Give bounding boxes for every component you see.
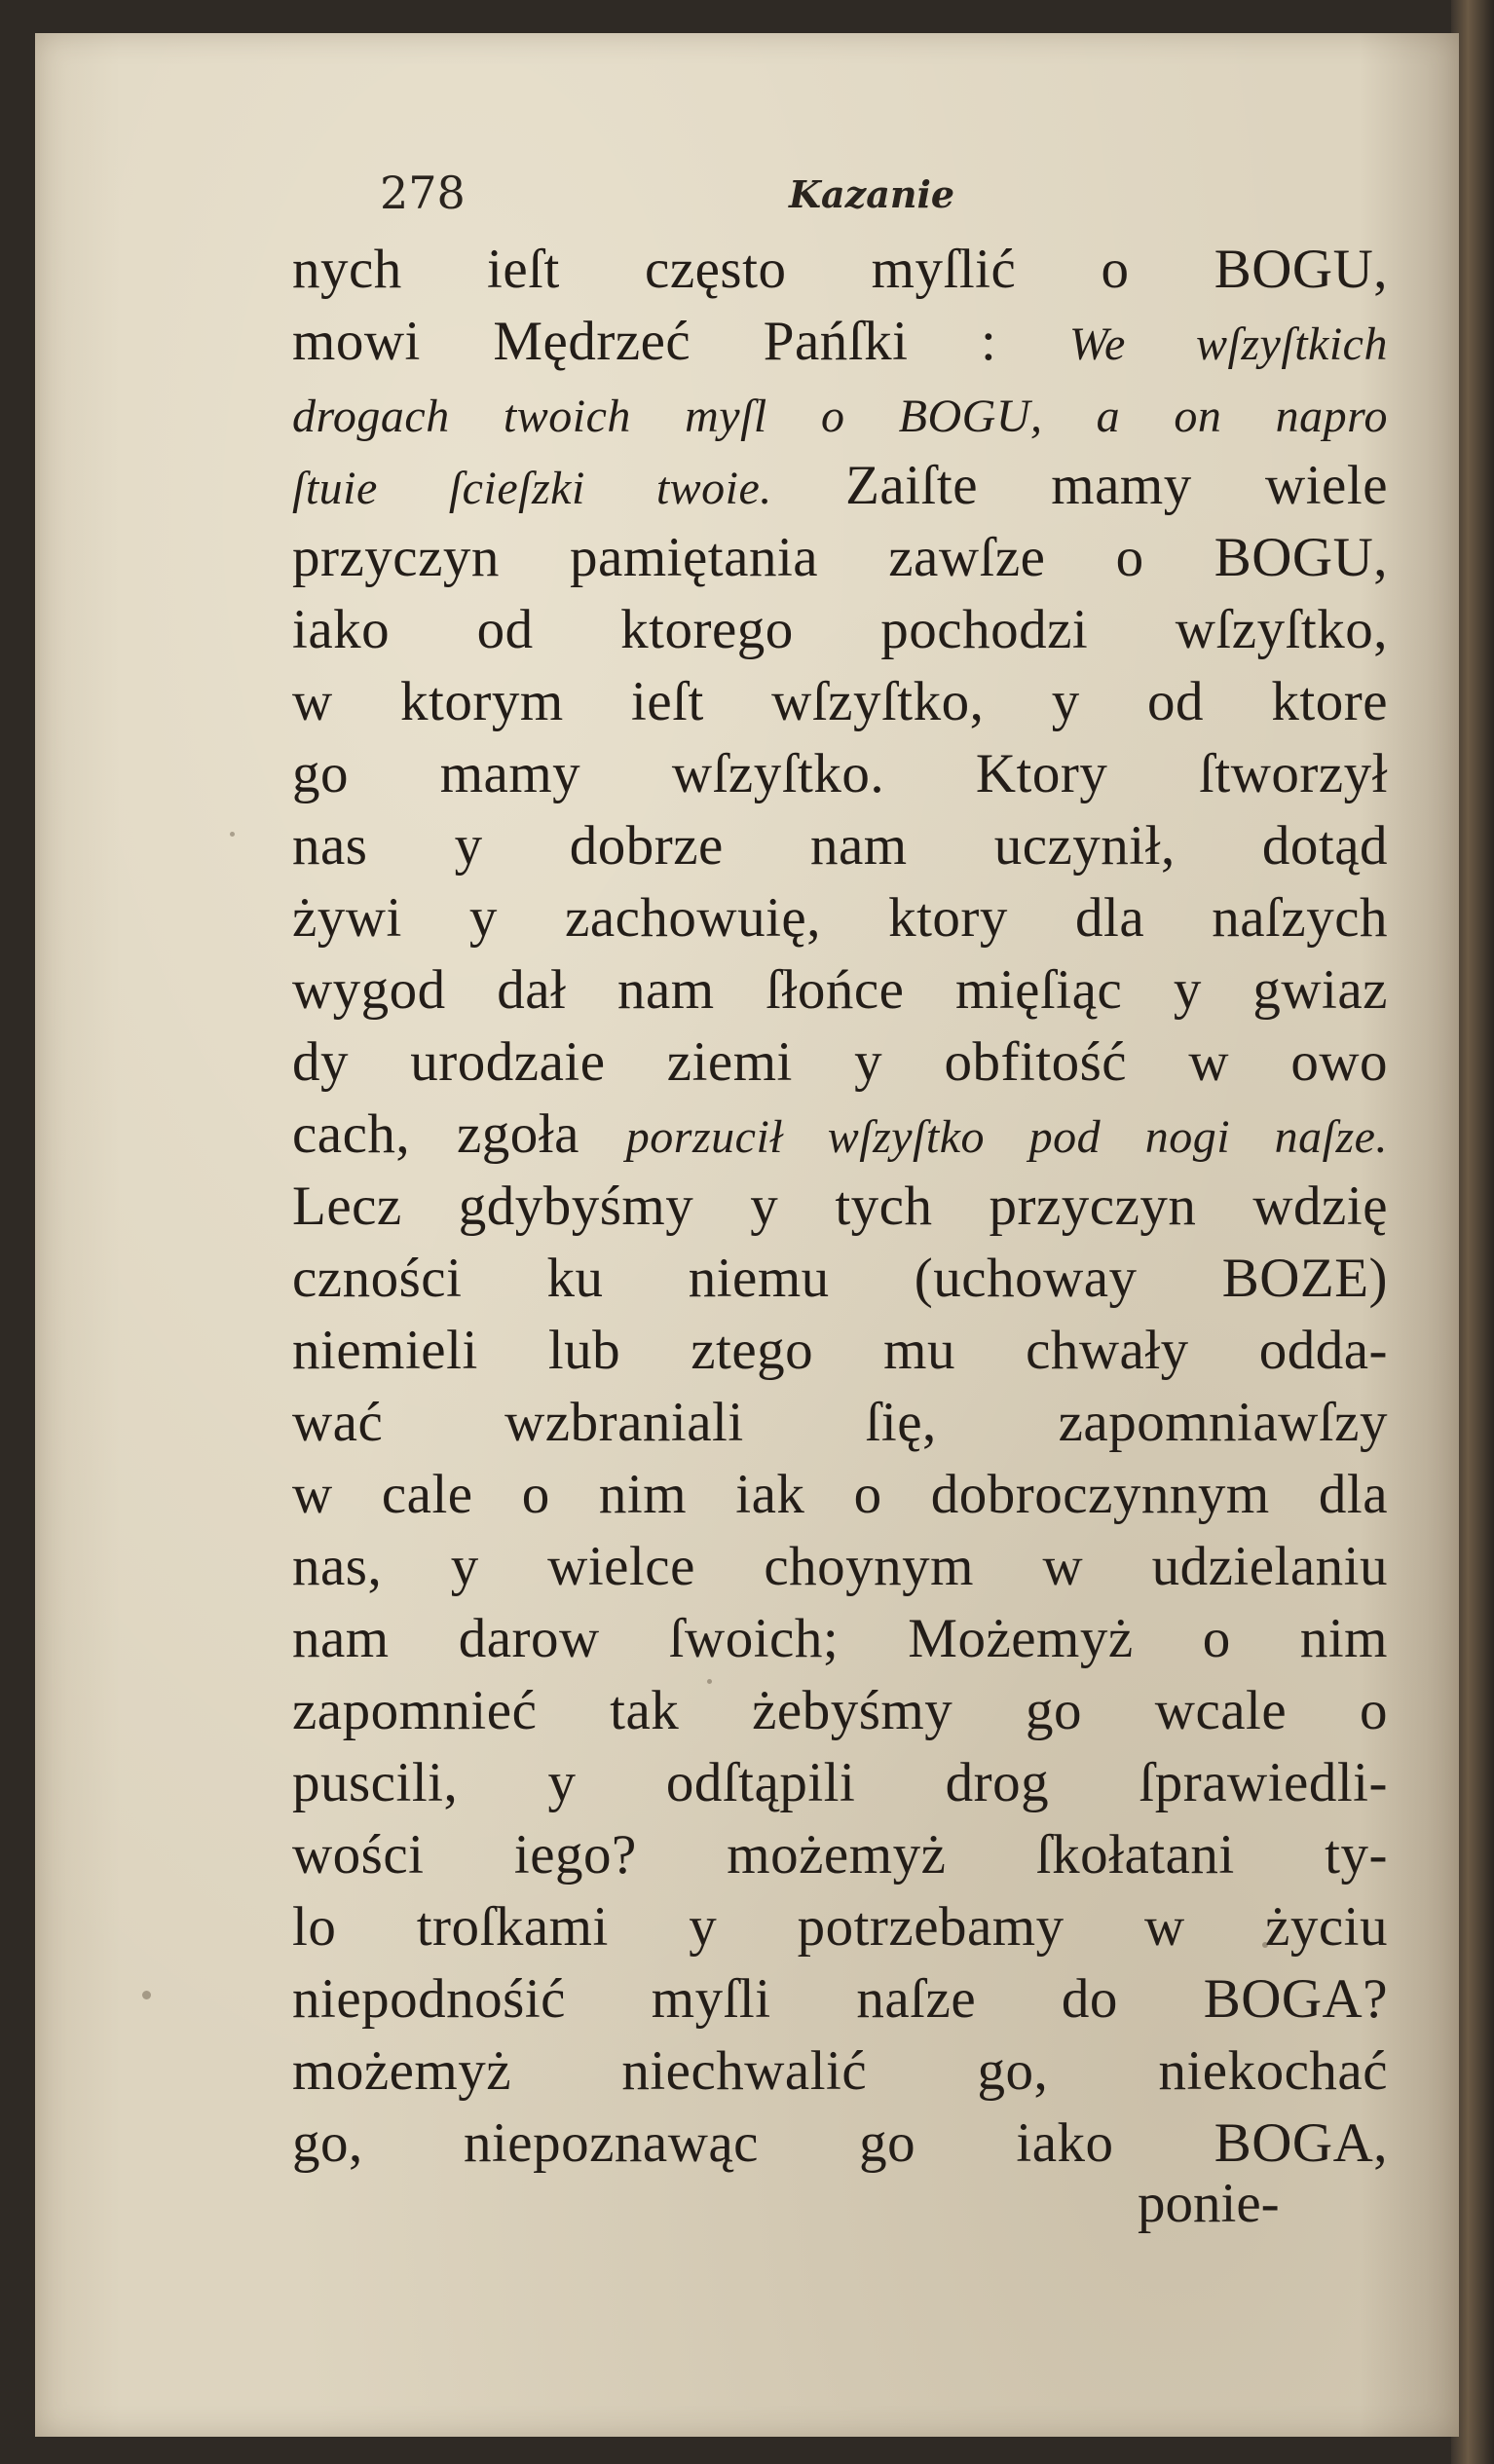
- text-line: [292, 738, 1388, 810]
- text-line: [292, 954, 1388, 1027]
- roman-text: nas, y wielce choynym w udzielaniu: [292, 1536, 1388, 1597]
- roman-text: puscili, y odſtąpili drog ſprawiedli-: [292, 1752, 1388, 1813]
- text-line: [292, 810, 1388, 882]
- italic-text: drogach twoich myſl o BOGU, a on napro: [292, 391, 1388, 442]
- roman-text: wygod dał nam ſłońce mięſiąc y gwiaz: [292, 959, 1388, 1021]
- roman-text: wać wzbraniali ſię, zapomniawſzy: [292, 1392, 1388, 1453]
- text-line: [292, 234, 1388, 306]
- italic-text: We wſzyſtkich: [1068, 318, 1388, 370]
- roman-text: niepodnośić myſli naſze do BOGA?: [292, 1968, 1388, 2030]
- running-head: [380, 166, 1383, 224]
- catchword: ponie-: [1138, 2173, 1280, 2234]
- roman-text: nas y dobrze nam uczynił, dotąd: [292, 815, 1388, 877]
- roman-text: dy urodzaie ziemi y obfitość w owo: [292, 1031, 1388, 1093]
- roman-text: czności ku niemu (uchoway BOZE): [292, 1248, 1388, 1309]
- text-line: [292, 1171, 1388, 1243]
- sermon-text-block: [292, 234, 1388, 2180]
- text-line: [292, 1459, 1388, 1531]
- text-line: [292, 1243, 1388, 1315]
- roman-text: go, niepoznawąc go iako BOGA,: [292, 2112, 1388, 2174]
- text-line: [292, 1819, 1388, 1891]
- roman-text: mowi Mędrzeć Pańſki :: [292, 311, 1069, 372]
- italic-text: porzucił wſzyſtko pod nogi naſze.: [625, 1111, 1388, 1163]
- roman-text: Lecz gdybyśmy y tych przyczyn wdzię: [292, 1176, 1388, 1237]
- text-line: [292, 522, 1388, 594]
- roman-text: zapomnieć tak żebyśmy go wcale o: [292, 1680, 1388, 1741]
- roman-text: w ktorym ieſt wſzyſtko, y od ktore: [292, 671, 1388, 732]
- text-line: [292, 1963, 1388, 2035]
- roman-text: żywi y zachowuię, ktory dla naſzych: [292, 887, 1388, 949]
- roman-text: możemyż niechwalić go, niekochać: [292, 2040, 1388, 2102]
- paper-speck: [230, 832, 235, 837]
- text-line: [292, 666, 1388, 738]
- text-line: [292, 1747, 1388, 1819]
- text-line: [292, 1675, 1388, 1747]
- text-line: [292, 1531, 1388, 1603]
- text-line: [292, 1891, 1388, 1963]
- text-line: [292, 306, 1388, 378]
- text-line: [292, 2035, 1388, 2108]
- text-line: [292, 1315, 1388, 1387]
- roman-text: Zaiſte mamy wiele: [771, 455, 1388, 516]
- roman-text: nam darow ſwoich; Możemyż o nim: [292, 1608, 1388, 1669]
- text-line: [292, 1603, 1388, 1675]
- roman-text: przyczyn pamiętania zawſze o BOGU,: [292, 527, 1388, 588]
- roman-text: nych ieſt często myſlić o BOGU,: [292, 239, 1388, 300]
- text-line: [292, 1387, 1388, 1459]
- roman-text: go mamy wſzyſtko. Ktory ſtworzył: [292, 743, 1388, 804]
- page-number: 278: [380, 167, 466, 219]
- roman-text: lo troſkami y potrzebamy w życiu: [292, 1896, 1388, 1958]
- roman-text: w cale o nim iak o dobroczynnym dla: [292, 1464, 1388, 1525]
- text-line: [292, 1099, 1388, 1171]
- text-line: [292, 378, 1388, 450]
- roman-text: wości iego? możemyż ſkołatani ty-: [292, 1824, 1388, 1885]
- roman-text: iako od ktorego pochodzi wſzyſtko,: [292, 599, 1388, 660]
- text-line: [292, 450, 1388, 522]
- text-line: [292, 594, 1388, 666]
- text-line: [292, 1027, 1388, 1099]
- paper-speck: [142, 1991, 151, 1999]
- text-line: [292, 882, 1388, 954]
- roman-text: niemieli lub ztego mu chwały odda-: [292, 1320, 1388, 1381]
- roman-text: cach, zgoła: [292, 1103, 626, 1165]
- italic-text: ſtuie ſcieſzki twoie.: [292, 463, 772, 514]
- running-head-title: Kazanie: [789, 172, 955, 216]
